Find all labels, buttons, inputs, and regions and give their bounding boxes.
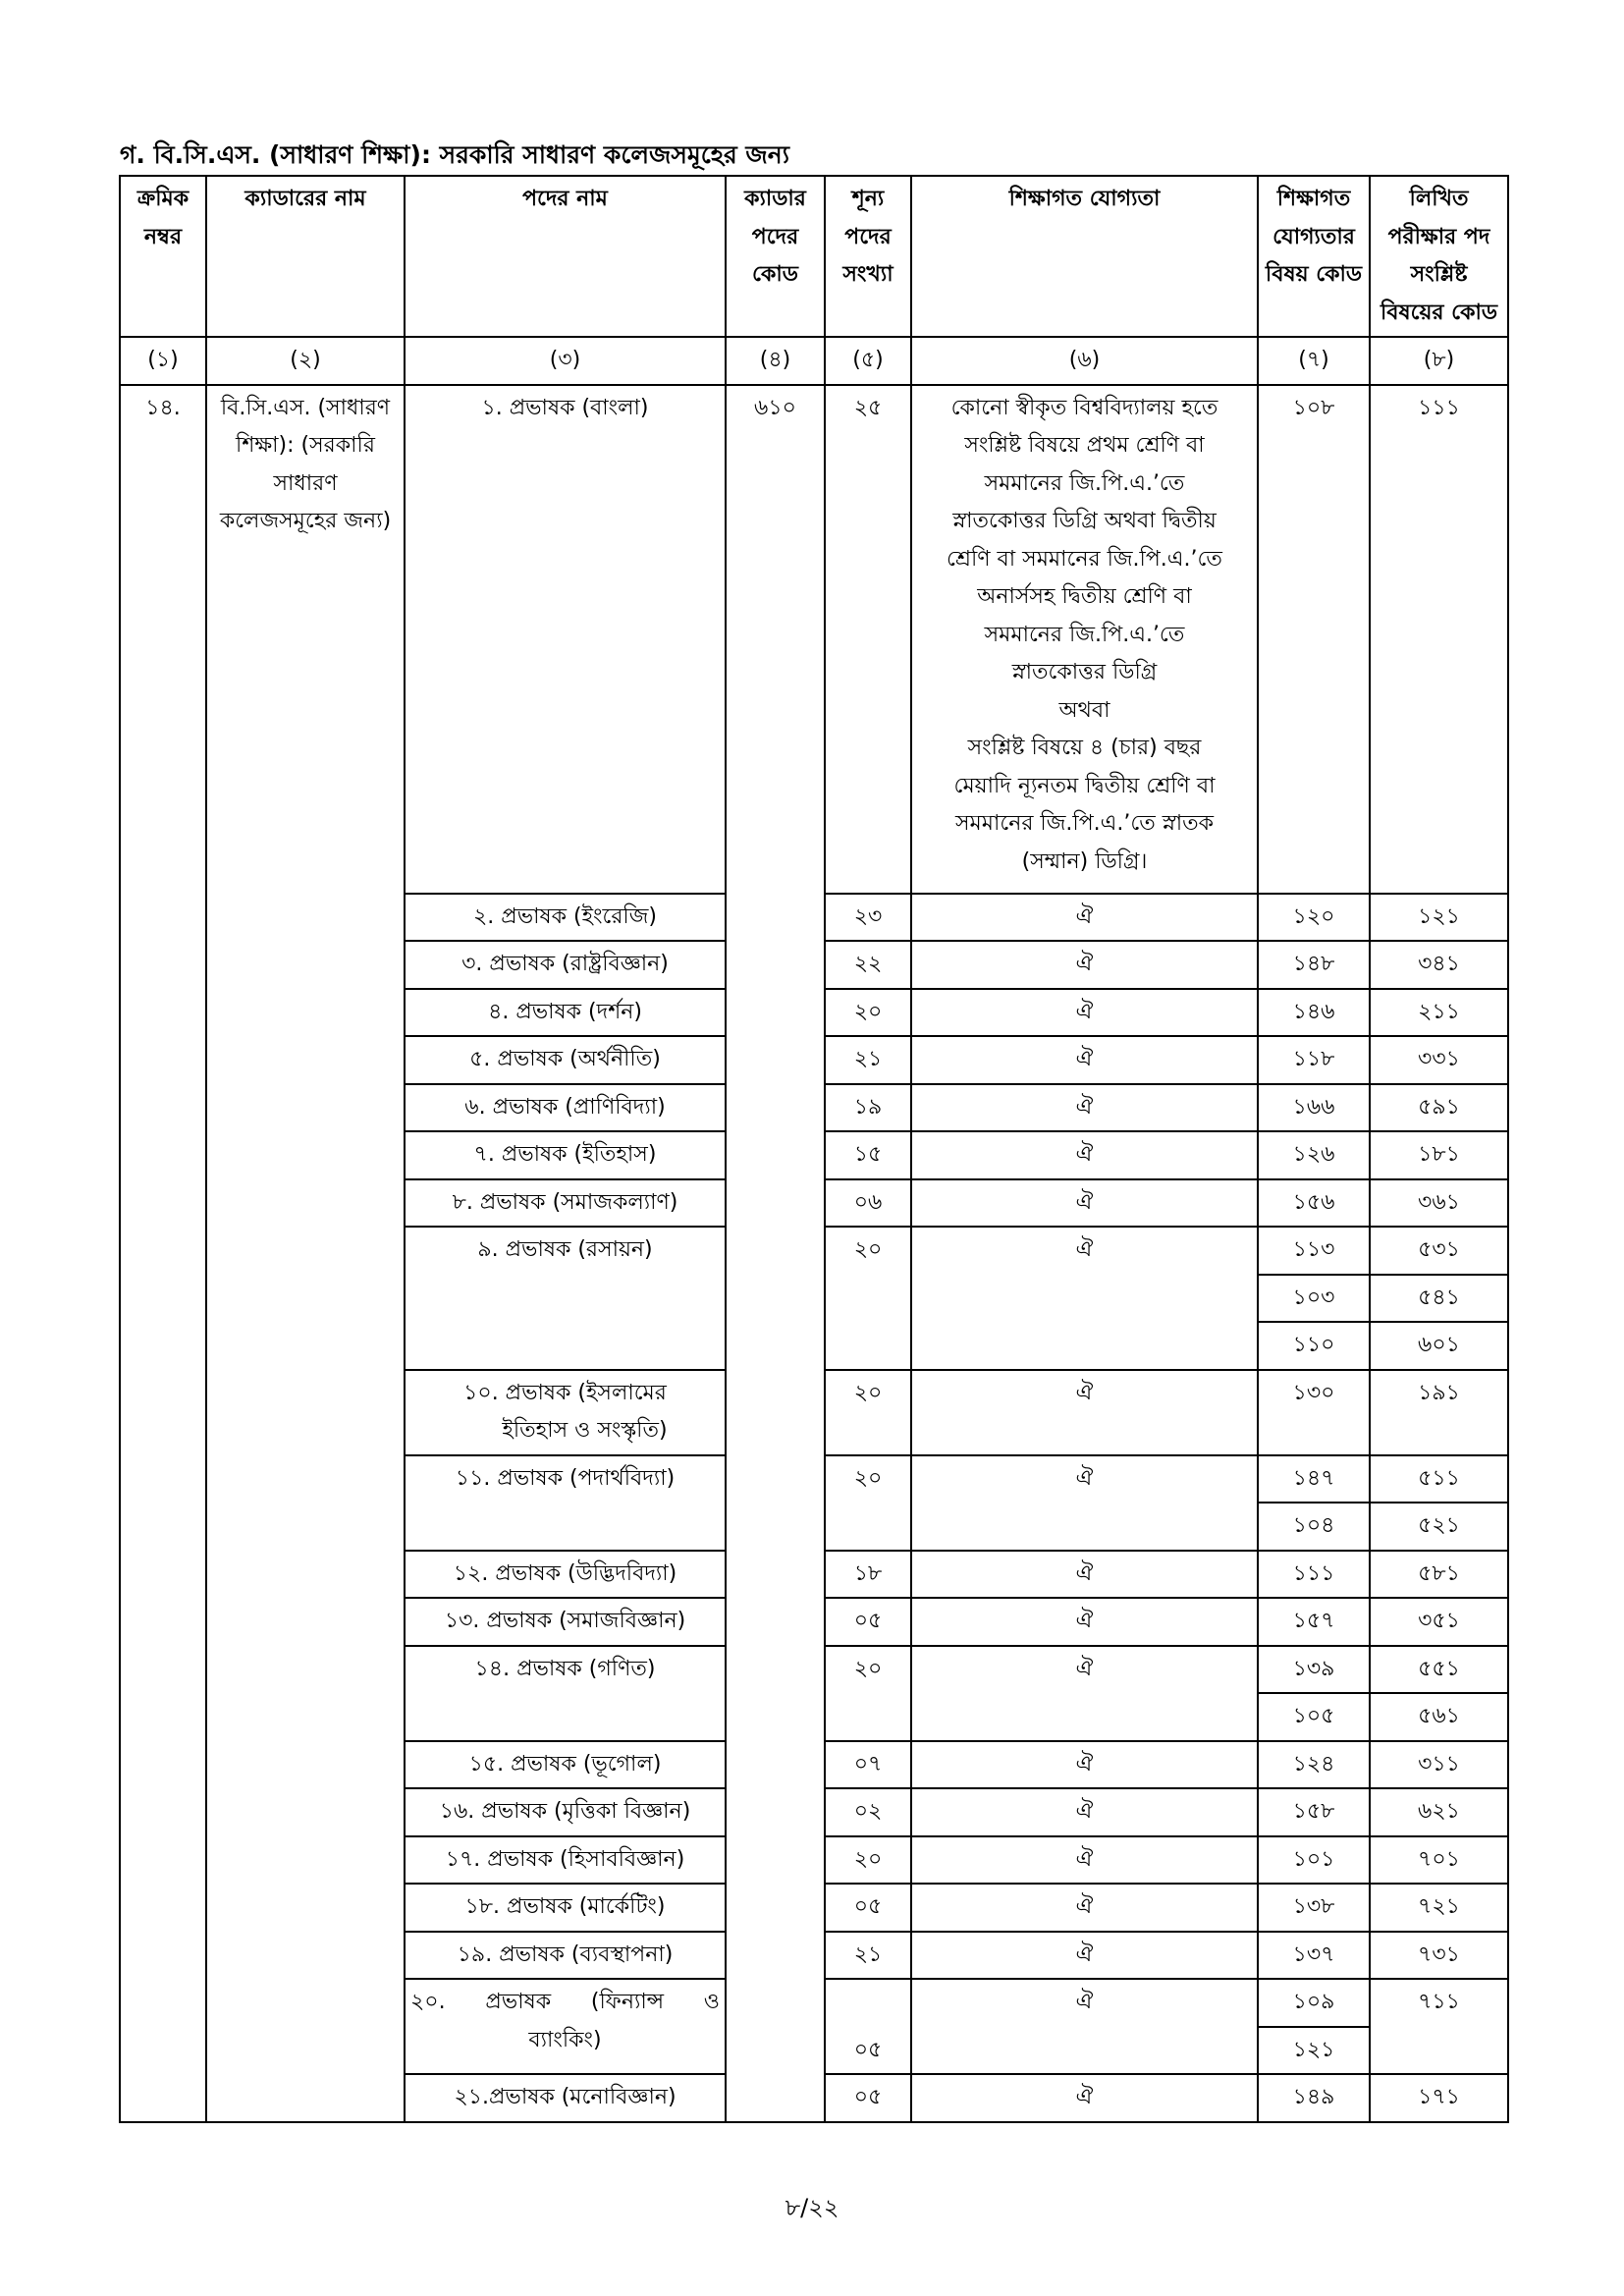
qualification-subject-code: ১৪৬ <box>1258 989 1370 1037</box>
post-name-line1: ১০. প্রভাষক (ইসলামের <box>463 1380 667 1405</box>
bcs-general-education-table <box>119 175 1509 2123</box>
qualification-line: মেয়াদি ন্যূনতম দ্বিতীয় শ্রেণি বা <box>953 773 1216 798</box>
post-name: ৪. প্রভাষক (দর্শন) <box>405 989 726 1037</box>
post-name: ১৬. প্রভাষক (মৃত্তিকা বিজ্ঞান) <box>405 1788 726 1836</box>
post-name: ১৩. প্রভাষক (সমাজবিজ্ঞান) <box>405 1598 726 1646</box>
column-number: (৬) <box>911 337 1258 385</box>
written-exam-code: ৭০১ <box>1370 1836 1508 1885</box>
qualification-ditto: ঐ <box>911 1227 1258 1370</box>
qualification-subject-code: ১৩৯ <box>1258 1646 1370 1694</box>
qualification-ditto: ঐ <box>911 1551 1258 1599</box>
qualification-line: সংশ্লিষ্ট বিষয়ে প্রথম শ্রেণি বা <box>964 433 1205 458</box>
written-exam-code: ৫৩১ <box>1370 1227 1508 1275</box>
qualification-subject-code: ১১৩ <box>1258 1227 1370 1275</box>
post-name: ৩. প্রভাষক (রাষ্ট্রবিজ্ঞান) <box>405 941 726 989</box>
header-vacancies: শূন্য পদের সংখ্যা <box>825 176 911 337</box>
column-number: (১) <box>120 337 206 385</box>
qualification-ditto: ঐ <box>911 1646 1258 1741</box>
qualification-ditto: ঐ <box>911 1455 1258 1551</box>
qualification-ditto: ঐ <box>911 1084 1258 1132</box>
qualification-ditto: ঐ <box>911 1741 1258 1789</box>
post-name: ১. প্রভাষক (বাংলা) <box>405 385 726 894</box>
vacancies: ২৫ <box>825 385 911 894</box>
vacancies: ২১ <box>825 1036 911 1084</box>
qualification-ditto: ঐ <box>911 1932 1258 1980</box>
post-name <box>405 1979 726 2074</box>
column-number: (৪) <box>726 337 825 385</box>
written-exam-code: ৩৩১ <box>1370 1036 1508 1084</box>
qualification-subject-code: ১৪৯ <box>1258 2074 1370 2122</box>
qualification-ditto: ঐ <box>911 1979 1258 2074</box>
written-exam-code: ১১১ <box>1370 385 1508 894</box>
vacancies: ২০ <box>825 1227 911 1370</box>
qualification-subject-code: ১২১ <box>1258 2027 1370 2075</box>
table-row <box>120 385 1508 894</box>
written-exam-code: ৬২১ <box>1370 1788 1508 1836</box>
written-exam-code: ১৮১ <box>1370 1131 1508 1179</box>
post-name: ১৭. প্রভাষক (হিসাববিজ্ঞান) <box>405 1836 726 1885</box>
qualification-subject-code: ১২০ <box>1258 894 1370 942</box>
post-name: ২. প্রভাষক (ইংরেজি) <box>405 894 726 942</box>
qualification-subject-code: ১৫৮ <box>1258 1788 1370 1836</box>
cadre-name: বি.সি.এস. (সাধারণ শিক্ষা): (সরকারি সাধারণ কলেজসমূহের জন্য) <box>206 385 405 2122</box>
header-serial: ক্রমিক নম্বর <box>120 176 206 337</box>
vacancies: ০৫ <box>825 1884 911 1932</box>
header-qualification: শিক্ষাগত যোগ্যতা <box>911 176 1258 337</box>
written-exam-code: ১৯১ <box>1370 1370 1508 1455</box>
qualification-subject-code: ১০১ <box>1258 1836 1370 1885</box>
qualification-subject-code: ১১১ <box>1258 1551 1370 1599</box>
vacancies: ১৯ <box>825 1084 911 1132</box>
column-number-row <box>120 337 1508 385</box>
qualification-subject-code: ১৬৬ <box>1258 1084 1370 1132</box>
header-cadre-name: ক্যাডারের নাম <box>206 176 405 337</box>
post-name: ১৫. প্রভাষক (ভূগোল) <box>405 1741 726 1789</box>
post-name-line2: ব্যাংকিং) <box>528 2027 602 2052</box>
post-name <box>405 1370 726 1455</box>
vacancies: ২০ <box>825 1646 911 1741</box>
qualification-subject-code: ১৫৬ <box>1258 1179 1370 1228</box>
qualification-ditto: ঐ <box>911 1036 1258 1084</box>
written-exam-code: ৭৩১ <box>1370 1932 1508 1980</box>
qualification-line: কোনো স্বীকৃত বিশ্ববিদ্যালয় হতে <box>950 395 1218 420</box>
qualification-subject-code: ১২৬ <box>1258 1131 1370 1179</box>
vacancies: ১৮ <box>825 1551 911 1599</box>
qualification-ditto: ঐ <box>911 2074 1258 2122</box>
qualification-ditto: ঐ <box>911 989 1258 1037</box>
vacancies: ২১ <box>825 1932 911 1980</box>
vacancies: ০৫ <box>825 2074 911 2122</box>
vacancies: ০২ <box>825 1788 911 1836</box>
written-exam-code: ১২১ <box>1370 894 1508 942</box>
qualification-line: (সম্মান) ডিগ্রি। <box>1021 848 1148 874</box>
qualification-subject-code: ১৪৮ <box>1258 941 1370 989</box>
written-exam-code: ১৭১ <box>1370 2074 1508 2122</box>
qualification-ditto: ঐ <box>911 1179 1258 1228</box>
qualification <box>911 385 1258 894</box>
page-heading: গ. বি.সি.এস. (সাধারণ শিক্ষা): সরকারি সাধারণ কলেজসমূহের জন্য <box>120 140 789 169</box>
qualification-subject-code: ১০৮ <box>1258 385 1370 894</box>
written-exam-code: ৭১১ <box>1370 1979 1508 2074</box>
written-exam-code: ৫৯১ <box>1370 1084 1508 1132</box>
header-post-name: পদের নাম <box>405 176 726 337</box>
vacancies: ০৫ <box>825 1979 911 2074</box>
qualification-subject-code: ১০৫ <box>1258 1693 1370 1741</box>
qualification-subject-code: ১১৮ <box>1258 1036 1370 1084</box>
qualification-subject-code: ১০৯ <box>1258 1979 1370 2027</box>
written-exam-code: ২১১ <box>1370 989 1508 1037</box>
vacancies: ২৩ <box>825 894 911 942</box>
vacancies: ২২ <box>825 941 911 989</box>
written-exam-code: ৫৬১ <box>1370 1693 1508 1741</box>
post-name: ৯. প্রভাষক (রসায়ন) <box>405 1227 726 1370</box>
post-name: ৭. প্রভাষক (ইতিহাস) <box>405 1131 726 1179</box>
vacancies: ০৬ <box>825 1179 911 1228</box>
qualification-subject-code: ১৩৮ <box>1258 1884 1370 1932</box>
column-number: (৩) <box>405 337 726 385</box>
written-exam-code: ৩৫১ <box>1370 1598 1508 1646</box>
vacancies: ২০ <box>825 989 911 1037</box>
written-exam-code: ৭২১ <box>1370 1884 1508 1932</box>
vacancies: ০৫ <box>825 1598 911 1646</box>
qualification-line: সমমানের জি.পি.এ.’তে স্নাতক <box>955 811 1214 836</box>
qualification-ditto: ঐ <box>911 1598 1258 1646</box>
written-exam-code: ৩৬১ <box>1370 1179 1508 1228</box>
qualification-ditto: ঐ <box>911 1836 1258 1885</box>
vacancies: ২০ <box>825 1455 911 1551</box>
qualification-subject-code: ১১০ <box>1258 1322 1370 1370</box>
qualification-subject-code: ১৫৭ <box>1258 1598 1370 1646</box>
qualification-ditto: ঐ <box>911 1788 1258 1836</box>
header-written-exam-code: লিখিত পরীক্ষার পদ সংশ্লিষ্ট বিষয়ের কোড <box>1370 176 1508 337</box>
post-name-line1: ২০. প্রভাষক (ফিন্যান্স ও <box>410 1990 720 2014</box>
column-number: (৮) <box>1370 337 1508 385</box>
post-name-line2: ইতিহাস ও সংস্কৃতি) <box>502 1418 668 1443</box>
qualification-ditto: ঐ <box>911 1131 1258 1179</box>
header-row <box>120 176 1508 337</box>
vacancies: ২০ <box>825 1836 911 1885</box>
post-name: ৫. প্রভাষক (অর্থনীতি) <box>405 1036 726 1084</box>
qualification-line: সমমানের জি.পি.এ.’তে <box>984 470 1185 496</box>
vacancies: ২০ <box>825 1370 911 1455</box>
qualification-subject-code: ১৩৭ <box>1258 1932 1370 1980</box>
post-name: ১৮. প্রভাষক (মার্কেটিং) <box>405 1884 726 1932</box>
qualification-subject-code: ১৪৭ <box>1258 1455 1370 1503</box>
written-exam-code: ৬০১ <box>1370 1322 1508 1370</box>
column-number: (২) <box>206 337 405 385</box>
header-cadre-code: ক্যাডার পদের কোড <box>726 176 825 337</box>
post-name: ২১.প্রভাষক (মনোবিজ্ঞান) <box>405 2074 726 2122</box>
post-name: ৮. প্রভাষক (সমাজকল্যাণ) <box>405 1179 726 1228</box>
header-qualification-code: শিক্ষাগত যোগ্যতার বিষয় কোড <box>1258 176 1370 337</box>
vacancies: ১৫ <box>825 1131 911 1179</box>
written-exam-code: ৫৫১ <box>1370 1646 1508 1694</box>
qualification-line: শ্রেণি বা সমমানের জি.পি.এ.’তে <box>947 546 1222 572</box>
qualification-subject-code: ১৩০ <box>1258 1370 1370 1455</box>
qualification-ditto: ঐ <box>911 1884 1258 1932</box>
column-number: (৭) <box>1258 337 1370 385</box>
written-exam-code: ৫১১ <box>1370 1455 1508 1503</box>
vacancies: ০৭ <box>825 1741 911 1789</box>
written-exam-code: ৫৪১ <box>1370 1275 1508 1323</box>
qualification-ditto: ঐ <box>911 941 1258 989</box>
qualification-subject-code: ১২৪ <box>1258 1741 1370 1789</box>
post-name: ১২. প্রভাষক (উদ্ভিদবিদ্যা) <box>405 1551 726 1599</box>
post-name: ১৯. প্রভাষক (ব্যবস্থাপনা) <box>405 1932 726 1980</box>
qualification-line: স্নাতকোত্তর ডিগ্রি <box>1011 660 1158 684</box>
post-name: ৬. প্রভাষক (প্রাণিবিদ্যা) <box>405 1084 726 1132</box>
column-number: (৫) <box>825 337 911 385</box>
qualification-line: অথবা <box>1058 697 1110 723</box>
written-exam-code: ৫৮১ <box>1370 1551 1508 1599</box>
qualification-subject-code: ১০৩ <box>1258 1275 1370 1323</box>
qualification-line: অনার্সসহ দ্বিতীয় শ্রেণি বা <box>977 584 1192 609</box>
written-exam-code: ৩৪১ <box>1370 941 1508 989</box>
post-name: ১১. প্রভাষক (পদার্থবিদ্যা) <box>405 1455 726 1551</box>
qualification-line: স্নাতকোত্তর ডিগ্রি অথবা দ্বিতীয় <box>952 509 1217 533</box>
written-exam-code: ৩১১ <box>1370 1741 1508 1789</box>
qualification-ditto: ঐ <box>911 1370 1258 1455</box>
serial-number: ১৪. <box>120 385 206 2122</box>
page-number: ৮/২২ <box>785 2194 839 2221</box>
written-exam-code: ৫২১ <box>1370 1503 1508 1551</box>
qualification-line: সমমানের জি.পি.এ.’তে <box>984 622 1185 647</box>
qualification-subject-code: ১০৪ <box>1258 1503 1370 1551</box>
qualification-line: সংশ্লিষ্ট বিষয়ে ৪ (চার) বছর <box>967 736 1202 760</box>
cadre-code: ৬১০ <box>726 385 825 2122</box>
post-name: ১৪. প্রভাষক (গণিত) <box>405 1646 726 1741</box>
qualification-ditto: ঐ <box>911 894 1258 942</box>
